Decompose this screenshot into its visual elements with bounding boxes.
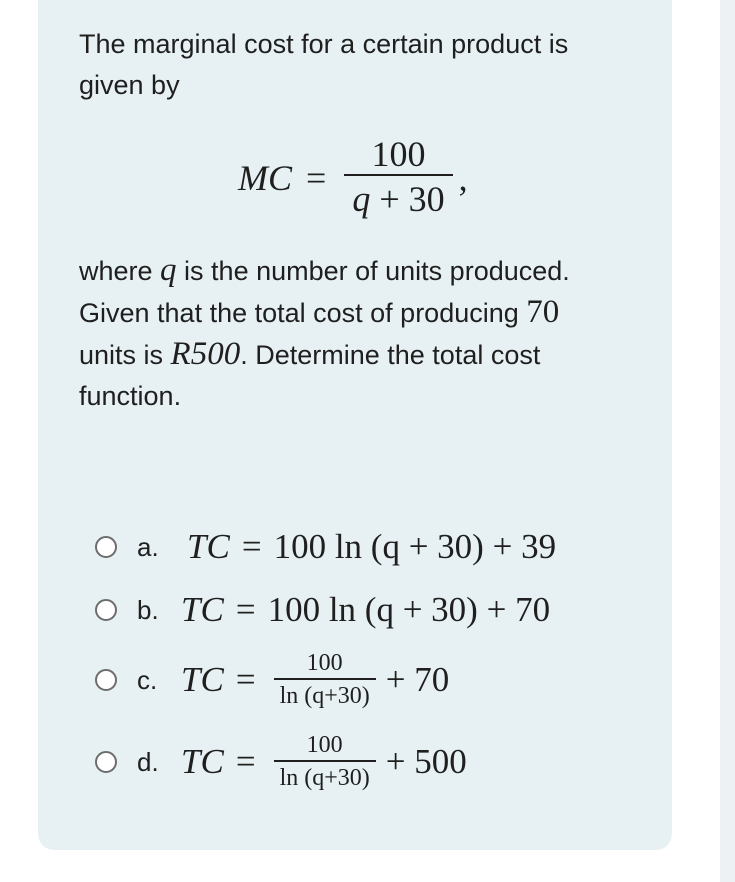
marginal-cost-equation: [238, 128, 468, 228]
equation-lhs: MC: [238, 158, 292, 198]
option-math: TC = $\frac{100}{\ln (q+30)}$ + 70: [181, 648, 449, 712]
option-c[interactable]: [95, 650, 450, 709]
option-a[interactable]: [95, 522, 556, 572]
question-text-line4: Given that the total cost of producing 70: [79, 294, 560, 330]
option-letter: a.: [137, 531, 159, 562]
question-text-line1: The marginal cost for a certain product is: [79, 29, 569, 59]
option-letter: b.: [137, 594, 159, 625]
question-text-line2: given by: [79, 70, 180, 100]
option-b[interactable]: [95, 585, 550, 635]
equation-equals: =: [306, 158, 327, 198]
question-text-line5: units is R500. Determine the total cost: [79, 336, 541, 372]
equation-fraction: [344, 134, 452, 222]
option-fraction: $\frac{100}{\ln (q+30)}$: [274, 648, 376, 712]
question-text-line6: function.: [79, 381, 182, 411]
option-math: TC = 100 ln (q + 30) + 70: [181, 590, 551, 629]
option-fraction: $\frac{100}{\ln (q+30)}$: [274, 730, 376, 794]
radio-a[interactable]: [95, 536, 117, 558]
equation-denominator: q + 30: [352, 179, 445, 219]
option-letter: c.: [137, 664, 158, 695]
option-d[interactable]: [95, 732, 467, 791]
page-edge: [720, 0, 735, 882]
option-math: TC = $\frac{100}{\ln (q+30)}$ + 500: [181, 730, 467, 794]
radio-c[interactable]: [95, 669, 117, 691]
question-text-line3: where q is the number of units produced.: [79, 252, 570, 288]
option-letter: d.: [137, 746, 159, 777]
option-math: TC = 100 ln (q + 30) + 39: [187, 527, 557, 566]
question-card: [38, 0, 672, 850]
equation-numerator: 100: [371, 134, 426, 174]
radio-d[interactable]: [95, 751, 117, 773]
equation-trailing: ,: [458, 158, 468, 198]
radio-b[interactable]: [95, 599, 117, 621]
